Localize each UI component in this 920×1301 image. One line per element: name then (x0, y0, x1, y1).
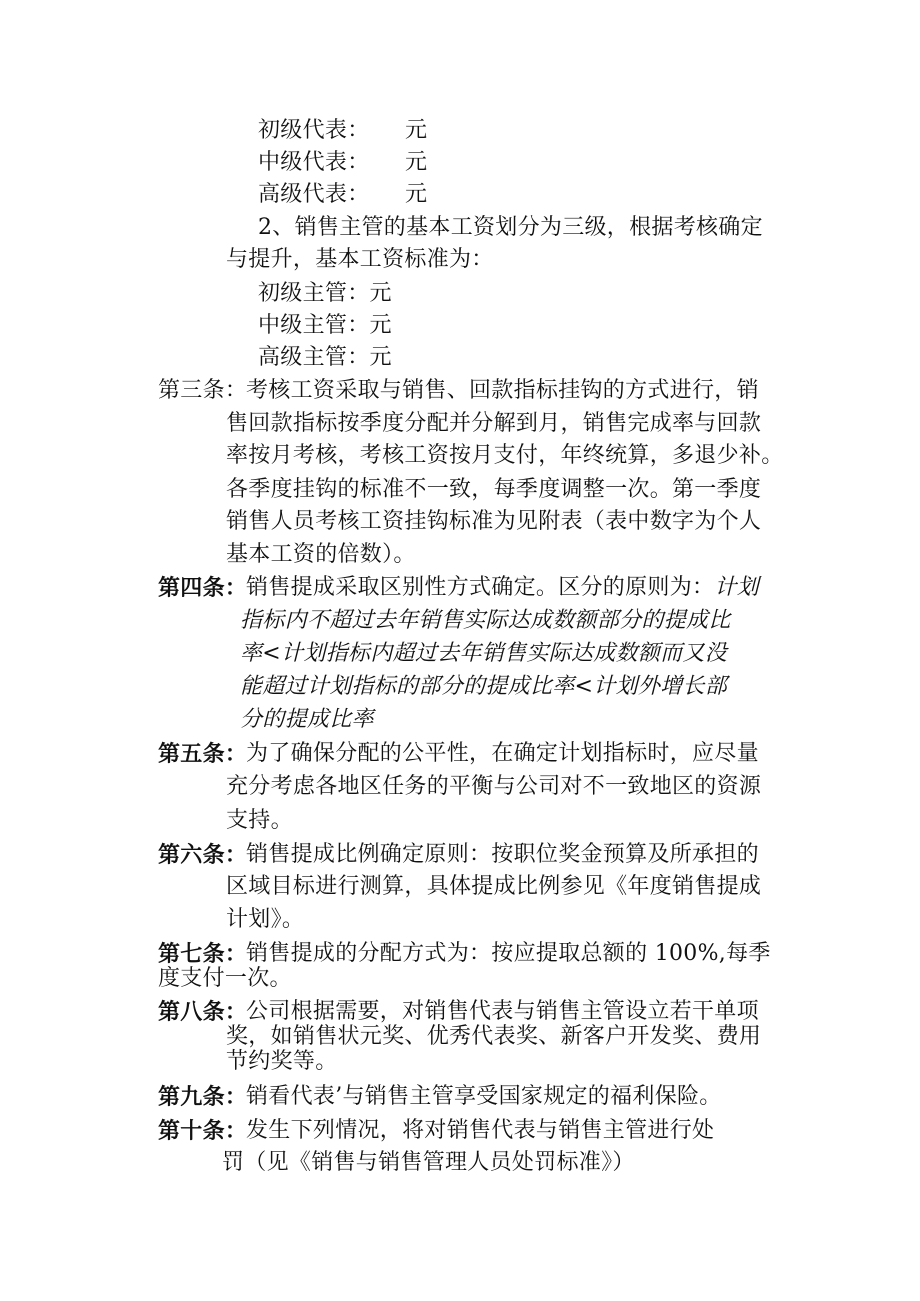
article-10-label: 第十条： (158, 1118, 248, 1144)
article-7-label: 第七条： (158, 941, 248, 967)
article-7-line: 度支付一次。 (158, 966, 292, 991)
sup-level-junior: 初级主管：元 (258, 281, 392, 306)
rep-level-middle-unit: 元 (405, 150, 428, 175)
article-8-label: 第八条： (158, 999, 248, 1025)
article-4-italic-line: 率<计划指标内超过去年销售实际达成数额而又没 (240, 641, 728, 666)
article-5-line: 为了确保分配的公平性，在确定计划指标时，应尽量 (246, 741, 759, 766)
article-4-text: 销售提成采取区别性方式确定。区分的原则为： (246, 575, 715, 600)
article-8-line: 节约奖等。 (226, 1049, 338, 1074)
article-3-line: 各季度挂钩的标准不一致，每季度调整一次。第一季度 (226, 477, 762, 502)
rep-level-label: 中级代表： (258, 150, 370, 175)
rep-level-senior (258, 180, 370, 210)
article-7-line: 销售提成的分配方式为：按应提取总额的 100%,每季 (246, 941, 771, 966)
article-4-line (246, 573, 759, 603)
article-3-line: 考核工资采取与销售、回款指标挂钩的方式进行，销 (246, 378, 759, 403)
article-4-italic-line: 能超过计划指标的部分的提成比率<计划外增长部 (240, 674, 728, 699)
sup-level-senior: 高级主管：元 (258, 345, 392, 370)
rep-level-senior-unit: 元 (405, 182, 428, 207)
supervisor-intro-line: 2、销售主管的基本工资划分为三级，根据考核确定 (258, 215, 763, 240)
article-4-italic-line: 分的提成比率 (240, 707, 374, 732)
article-4-italic-text: 计划 (714, 575, 759, 600)
article-4-label: 第四条： (158, 575, 248, 601)
article-10-line: 罚（见《销售与销售管理人员处罚标准》） (222, 1150, 635, 1175)
article-5-line: 充分考虑各地区任务的平衡与公司对不一致地区的资源 (226, 774, 762, 799)
article-6-line: 销售提成比例确定原则：按职位奖金预算及所承担的 (246, 842, 759, 867)
article-8-line: 公司根据需要，对销售代表与销售主管设立若干单项 (246, 999, 759, 1024)
article-5-label: 第五条： (158, 741, 248, 767)
rep-level-label: 初级代表： (258, 118, 370, 143)
article-5-line: 支持。 (226, 808, 293, 833)
article-4-italic-line: 指标内不超过去年销售实际达成数额部分的提成比 (240, 608, 731, 633)
article-6-line: 区域目标进行测算，具体提成比例参见《年度销售提成 (226, 874, 762, 899)
rep-level-junior (258, 116, 370, 146)
article-3-line: 率按月考核，考核工资按月支付，年终统算，多退少补。 (226, 443, 784, 468)
rep-level-junior-unit: 元 (405, 118, 428, 143)
article-3-line: 售回款指标按季度分配并分解到月，销售完成率与回款 (226, 411, 762, 436)
rep-level-middle (258, 148, 370, 178)
article-3-line: 销售人员考核工资挂钩标准为见附表（表中数字为个人 (226, 509, 762, 534)
sup-level-middle: 中级主管：元 (258, 313, 392, 338)
rep-level-label: 高级代表： (258, 182, 370, 207)
article-3-line: 基本工资的倍数）。 (226, 542, 416, 567)
article-10-line: 发生下列情况，将对销售代表与销售主管进行处 (246, 1118, 715, 1143)
supervisor-intro-line: 与提升，基本工资标准为： (226, 247, 494, 272)
article-9-line: 销看代表’与销售主管享受国家规定的福利保险。 (246, 1084, 722, 1109)
article-9-label: 第九条： (158, 1084, 248, 1110)
article-6-line: 计划》。 (226, 907, 305, 932)
article-6-label: 第六条： (158, 842, 248, 868)
article-8-line: 奖，如销售状元奖、优秀代表奖、新客户开发奖、费用 (226, 1024, 762, 1049)
article-3-label: 第三条： (158, 378, 248, 403)
